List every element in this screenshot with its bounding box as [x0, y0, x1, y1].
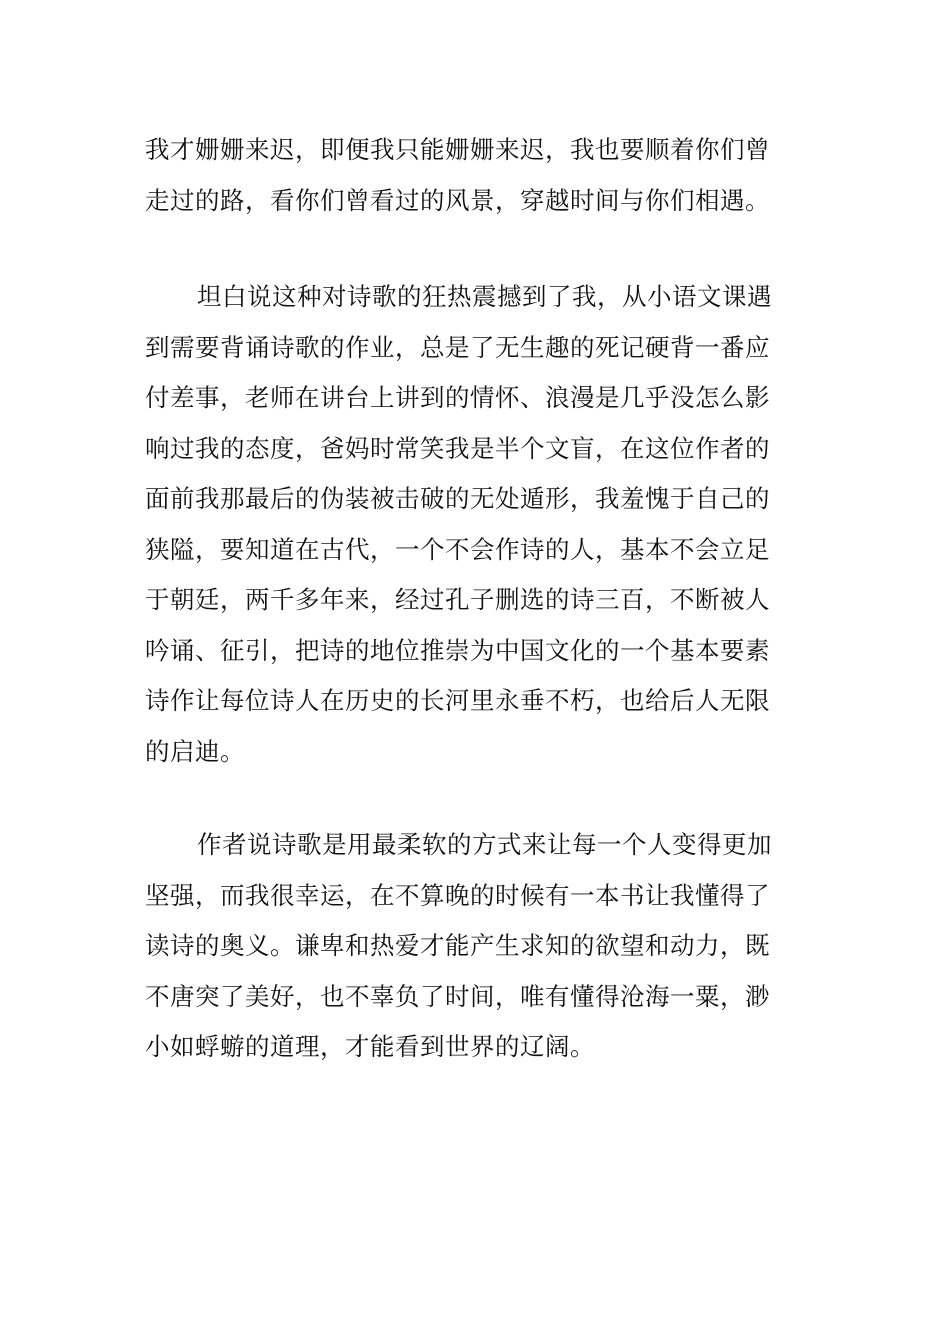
text-line: 付差事，老师在讲台上讲到的情怀、浪漫是几乎没怎么影 — [145, 383, 770, 412]
text-line: 坚强，而我很幸运，在不算晚的时候有一本书让我懂得了 — [145, 880, 770, 910]
text-line: 不唐突了美好，也不辜负了时间，唯有懂得沧海一粟，渺 — [145, 981, 770, 1011]
text-line: 读诗的奥义。谦卑和热爱才能产生求知的欲望和动力，既 — [145, 931, 770, 960]
paragraph-2 — [145, 272, 810, 777]
paragraph-3 — [145, 820, 810, 1073]
text-line: 我才姗姗来迟，即便我只能姗姗来迟，我也要顺着你们曾 — [145, 135, 770, 164]
text-line: 于朝廷，两千多年来，经过孔子删选的诗三百，不断被人 — [145, 585, 770, 614]
text-line: 到需要背诵诗歌的作业，总是了无生趣的死记硬背一番应 — [145, 332, 770, 362]
text-line: 走过的路，看你们曾看过的风景，穿越时间与你们相遇。 — [145, 185, 770, 215]
text-line: 坦白说这种对诗歌的狂热震撼到了我，从小语文课遇 — [197, 282, 772, 311]
text-line: 诗作让每位诗人在历史的长河里永垂不朽，也给后人无限 — [145, 686, 770, 715]
text-line: 小如蜉蝣的道理，才能看到世界的辽阔。 — [145, 1032, 595, 1061]
text-line: 作者说诗歌是用最柔软的方式来让每一个人变得更加 — [197, 830, 772, 859]
text-line: 响过我的态度，爸妈时常笑我是半个文盲，在这位作者的 — [145, 433, 770, 463]
paragraph-1 — [145, 125, 810, 226]
text-line: 吟诵、征引，把诗的地位推崇为中国文化的一个基本要素 — [145, 635, 770, 665]
text-line: 面前我那最后的伪装被击破的无处遁形，我羞愧于自己的 — [145, 484, 770, 513]
text-line: 的启迪。 — [145, 736, 245, 766]
text-line: 狭隘，要知道在古代，一个不会作诗的人，基本不会立足 — [145, 534, 770, 564]
